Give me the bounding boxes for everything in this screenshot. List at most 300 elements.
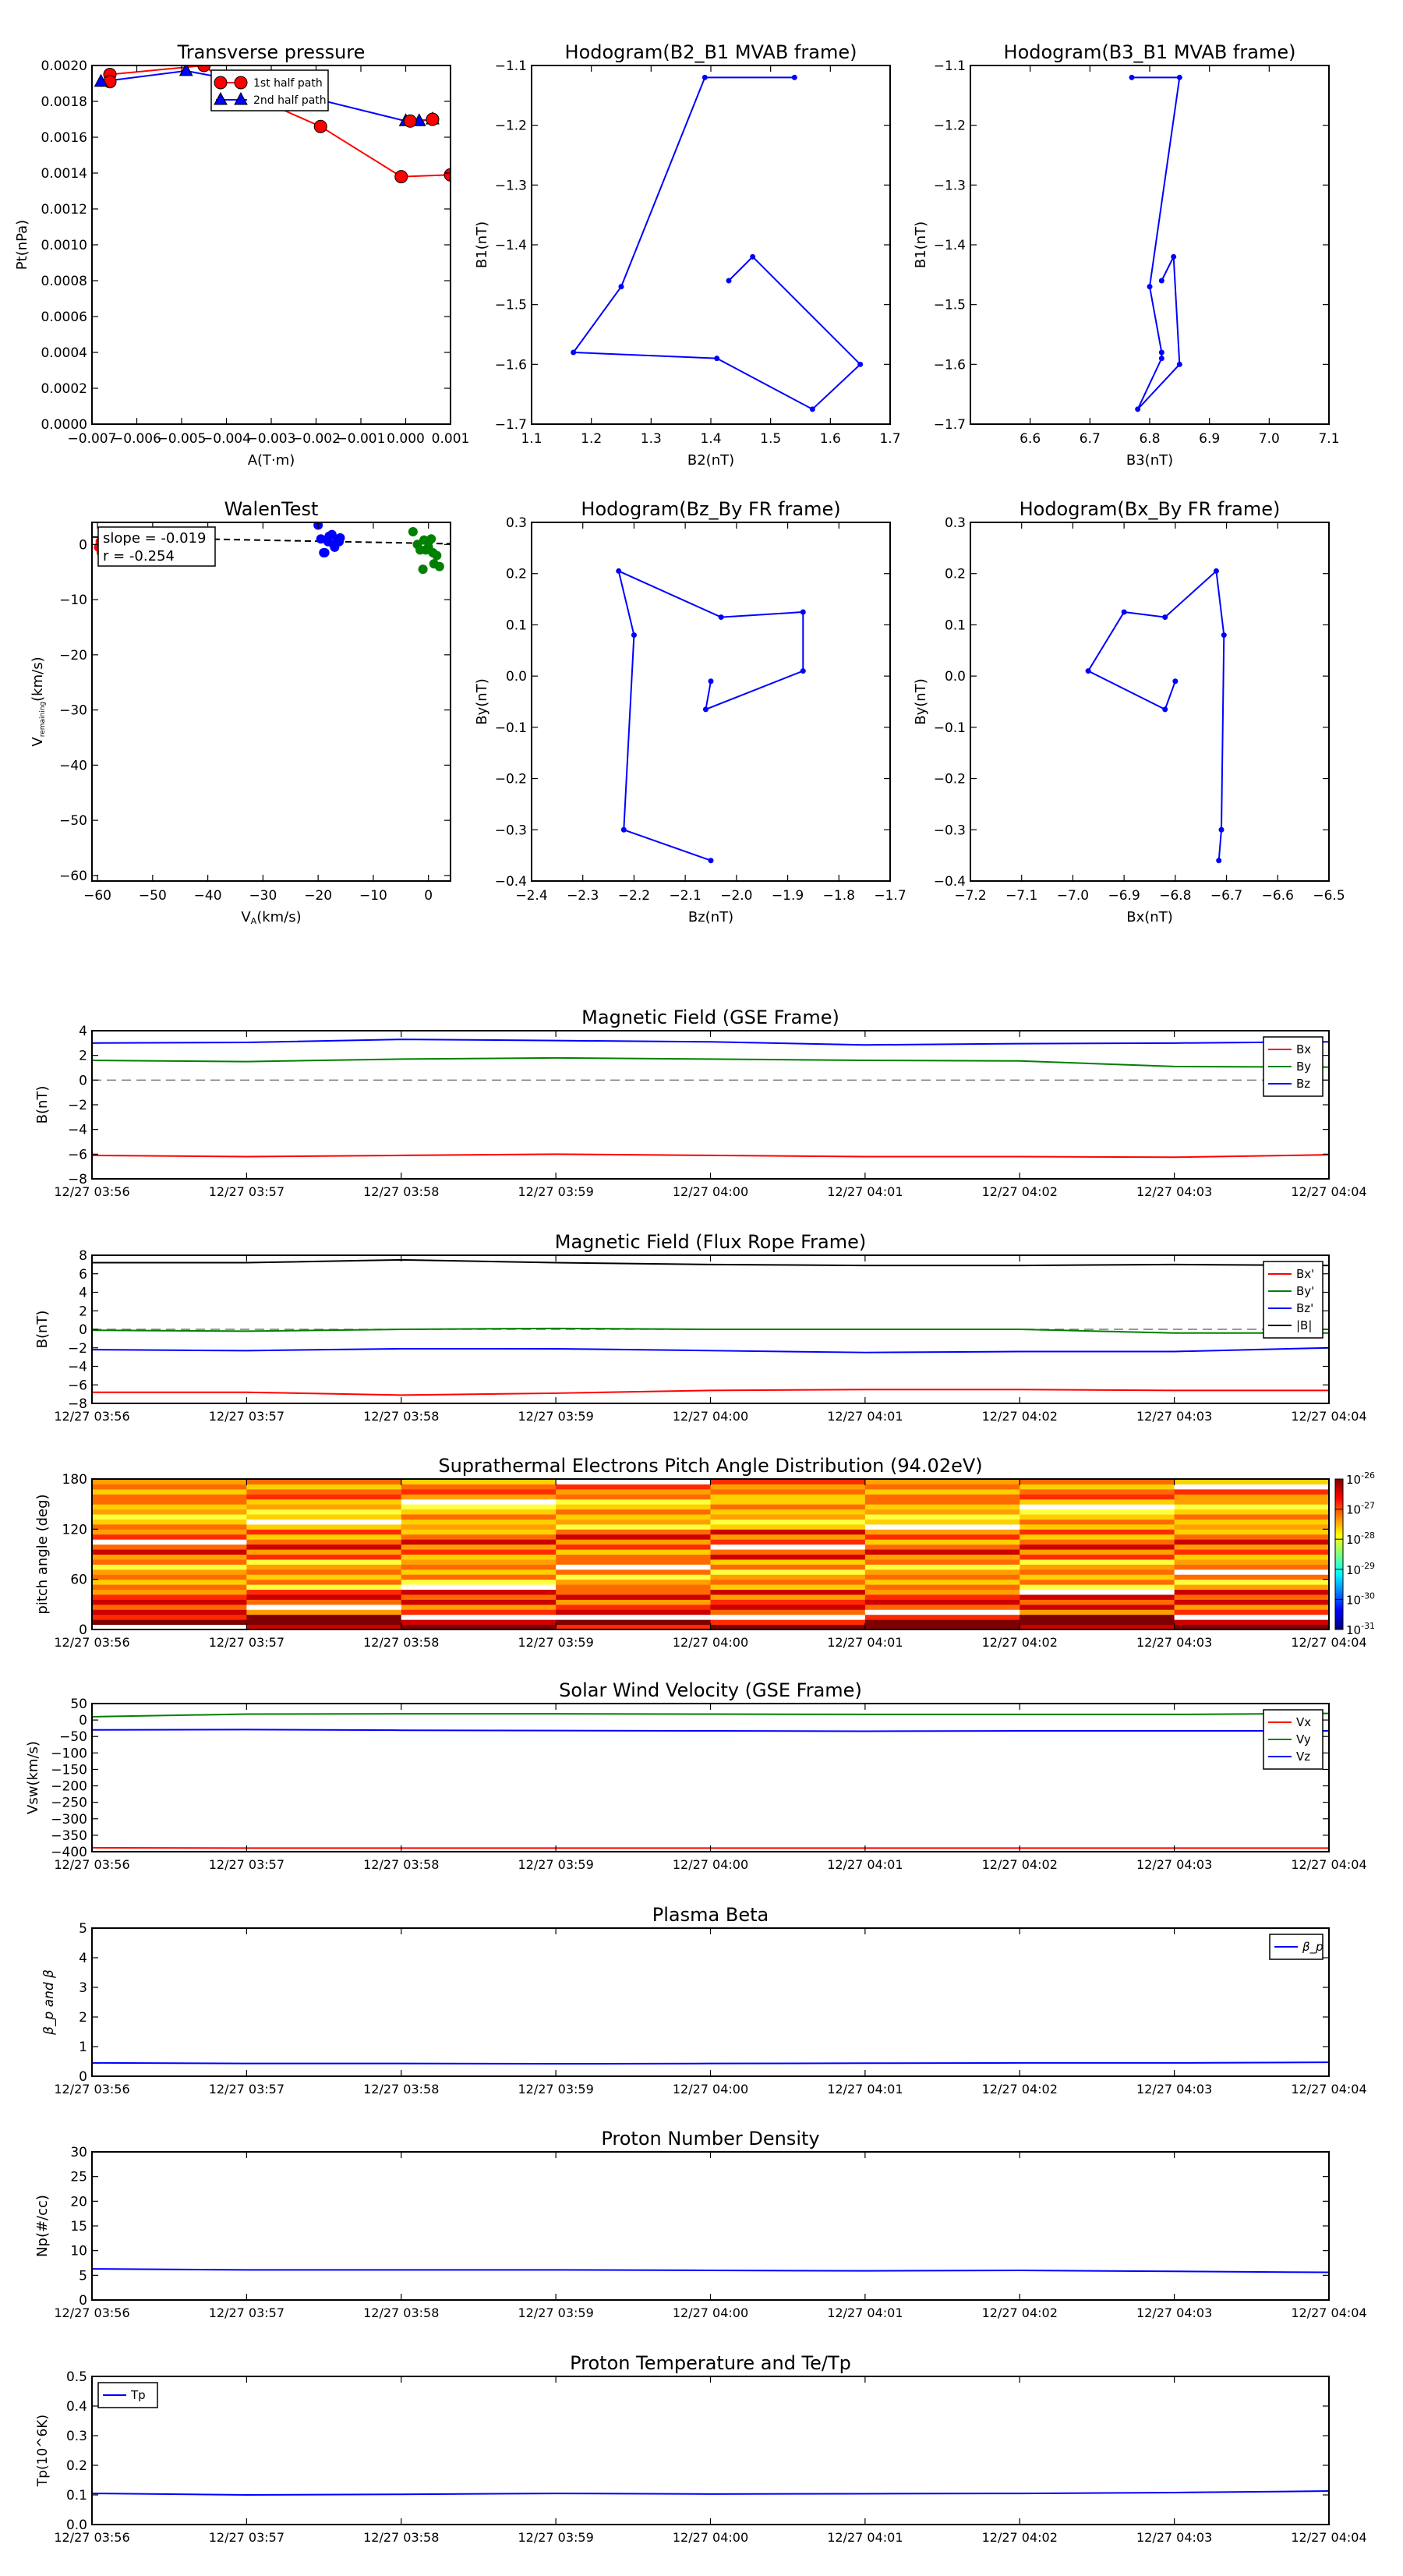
pad-xtick-label: 12/27 04:04 — [1291, 1635, 1366, 1650]
pad-cell — [1020, 1545, 1175, 1550]
transverse-xtick-label: −0.001 — [337, 431, 386, 447]
tp-ytick-label: 0.0 — [66, 2518, 87, 2533]
hodo_b3b1-marker-dot — [1135, 406, 1140, 412]
pad-cell — [556, 1590, 711, 1595]
pad-cell — [1020, 1580, 1175, 1585]
pad-cell — [1020, 1534, 1175, 1540]
transverse-point — [404, 115, 416, 127]
vsw-xtick-label: 12/27 04:04 — [1291, 1857, 1366, 1872]
pad-cell — [1175, 1534, 1330, 1540]
transverse-ytick-label: 0.0008 — [41, 274, 87, 289]
hodo_b3b1-ytick-label: −1.6 — [934, 357, 966, 373]
hodo_bxby-ytick-label: 0.3 — [945, 515, 966, 531]
pad-cells — [92, 1479, 1330, 1630]
bgse-xtick-label: 12/27 04:00 — [673, 1184, 748, 1199]
vsw-xtick-label: 12/27 03:58 — [363, 1857, 439, 1872]
pad-cell — [711, 1569, 866, 1575]
transverse-xtick-label: −0.002 — [292, 431, 341, 447]
hodo_bxby-series-line-0 — [1088, 571, 1224, 860]
transverse-legend-label: 2nd half path — [253, 94, 327, 107]
beta-ytick-label: 0 — [79, 2069, 87, 2085]
hodo_bxby-marker-dot — [1172, 678, 1178, 684]
pad-cell — [711, 1555, 866, 1560]
pad-cell — [1020, 1529, 1175, 1534]
pad-cell — [1175, 1619, 1330, 1625]
transverse-point — [395, 171, 408, 183]
pad-cell — [865, 1529, 1020, 1534]
bfr-ytick-label: 2 — [79, 1304, 87, 1319]
pad-cell — [246, 1519, 401, 1524]
hodo_bzby-series-line-0 — [619, 571, 804, 860]
hodo_b2b1-marker-dot — [702, 75, 708, 80]
walen-ytick-label: −10 — [59, 593, 87, 608]
pad-cell — [1175, 1569, 1330, 1575]
hodo_bzby-ylabel: By(nT) — [474, 678, 490, 724]
pad-cell — [865, 1499, 1020, 1505]
bgse-xtick-label: 12/27 03:58 — [363, 1184, 439, 1199]
vsw-xtick-label: 12/27 04:03 — [1136, 1857, 1212, 1872]
pad-cell — [1175, 1484, 1330, 1489]
beta-title: Plasma Beta — [652, 1904, 769, 1926]
hodo_bxby-xlabel: Bx(nT) — [1126, 909, 1172, 925]
bgse-ytick-label: −2 — [68, 1098, 87, 1113]
pad-xtick-label: 12/27 04:02 — [982, 1635, 1058, 1650]
pad-cell — [1020, 1499, 1175, 1505]
pad-cell — [92, 1519, 247, 1524]
pad-cell — [1020, 1574, 1175, 1580]
hodo_b2b1-ytick-label: −1.7 — [495, 417, 527, 433]
pad-cell — [556, 1479, 711, 1484]
hodo_b2b1-ytick-label: −1.6 — [495, 357, 527, 373]
hodo_b2b1-ytick-label: −1.1 — [495, 58, 527, 74]
pad-cell — [711, 1484, 866, 1489]
pad-cell — [711, 1479, 866, 1484]
bfr-xtick-label: 12/27 03:57 — [209, 1409, 284, 1424]
hodo_b2b1-ytick-label: −1.4 — [495, 238, 527, 253]
beta-legend-label: β_p — [1302, 1940, 1323, 1955]
hodo_bzby-point — [709, 678, 714, 684]
pad-cell — [711, 1549, 866, 1555]
pad-cell — [1175, 1509, 1330, 1515]
pad-xtick-label: 12/27 03:58 — [363, 1635, 439, 1650]
pad-cell — [711, 1605, 866, 1610]
pad-cell — [556, 1599, 711, 1605]
hodo_bzby-xtick-label: −2.1 — [670, 888, 702, 904]
hodo_b2b1-point — [714, 356, 719, 361]
pad-cell — [711, 1529, 866, 1534]
hodo_b2b1-marker-dot — [792, 75, 797, 80]
bgse-xtick-label: 12/27 04:04 — [1291, 1184, 1366, 1199]
pad-cell — [556, 1574, 711, 1580]
hodo_b3b1-ytick-label: −1.4 — [934, 238, 966, 253]
hodo_bzby-marker-dot — [800, 668, 806, 674]
np-xtick-label: 12/27 03:58 — [363, 2305, 439, 2320]
pad-cell — [92, 1590, 247, 1595]
vsw-ytick-label: 0 — [79, 1713, 87, 1729]
beta-series-line-0 — [92, 2062, 1329, 2064]
tp-ytick-label: 0.2 — [66, 2458, 87, 2474]
pad-cell — [556, 1619, 711, 1625]
pad-cell — [1175, 1584, 1330, 1590]
hodo_bzby-xtick-label: −1.9 — [772, 888, 804, 904]
walen-annotation-slope: slope = -0.019 — [103, 530, 206, 547]
pad-cell — [1175, 1549, 1330, 1555]
pad-cell — [401, 1504, 557, 1509]
pad-colorbar — [1335, 1479, 1343, 1629]
beta-xtick-label: 12/27 03:56 — [54, 2082, 129, 2097]
bgse-ytick-label: 2 — [79, 1049, 87, 1064]
pad-cell — [711, 1519, 866, 1524]
transverse-marker-circle — [395, 171, 408, 183]
pad-cell — [401, 1590, 557, 1595]
pad-cell — [401, 1615, 557, 1620]
pad-cell — [865, 1619, 1020, 1625]
pad-cell — [865, 1594, 1020, 1600]
beta-ytick-label: 5 — [79, 1921, 87, 1937]
pad-cell — [1175, 1605, 1330, 1610]
pad-cell — [401, 1619, 557, 1625]
bgse-ytick-label: 4 — [79, 1024, 87, 1039]
pad-cell — [865, 1605, 1020, 1610]
pad-cell — [1020, 1514, 1175, 1520]
bfr-ylabel: B(nT) — [34, 1311, 51, 1349]
np-ytick-label: 25 — [70, 2170, 87, 2185]
vsw-ytick-label: 50 — [70, 1697, 87, 1712]
pad-cell — [246, 1479, 401, 1484]
walen-ytick-label: −30 — [59, 703, 87, 719]
hodo_bxby-ytick-label: −0.4 — [934, 874, 966, 890]
walen-point — [334, 537, 344, 547]
hodo_b2b1-marker-dot — [750, 254, 755, 260]
hodo_b2b1-xtick-label: 1.6 — [820, 431, 841, 447]
pad-cell — [865, 1479, 1020, 1484]
hodo_b2b1-point — [792, 75, 797, 80]
pad-cell — [246, 1539, 401, 1545]
pad-cell — [401, 1609, 557, 1615]
hodo_bxby-xtick-label: −7.1 — [1005, 888, 1037, 904]
pad-cell — [1175, 1594, 1330, 1600]
pad-title: Suprathermal Electrons Pitch Angle Distribution (94.02eV) — [438, 1455, 982, 1477]
pad-cell — [1020, 1559, 1175, 1565]
hodo_bzby-point — [703, 706, 709, 712]
pad-cell — [246, 1494, 401, 1499]
tp-xtick-label: 12/27 04:04 — [1291, 2530, 1366, 2545]
pad-cell — [246, 1590, 401, 1595]
transverse-xtick-label: −0.006 — [112, 431, 161, 447]
pad-cell — [865, 1509, 1020, 1515]
hodo_bxby-point — [1162, 614, 1168, 620]
hodo_bxby-xtick-label: −6.8 — [1159, 888, 1191, 904]
hodo_b3b1-ytick-label: −1.3 — [934, 178, 966, 193]
hodo_bxby-point — [1221, 632, 1227, 638]
vsw-ytick-label: −50 — [59, 1729, 87, 1745]
hodo_b3b1-xlabel: B3(nT) — [1126, 452, 1173, 469]
hodo_b3b1-point — [1177, 75, 1182, 80]
walen-xtick-label: −40 — [194, 888, 222, 904]
hodo_bzby-xtick-label: −1.7 — [874, 888, 906, 904]
pad-cell — [401, 1605, 557, 1610]
hodo_b2b1-xtick-label: 1.1 — [521, 431, 542, 447]
pad-cell — [556, 1569, 711, 1575]
pad-cell — [556, 1484, 711, 1489]
tp-xtick-label: 12/27 03:56 — [54, 2530, 129, 2545]
bgse-ytick-label: −6 — [68, 1147, 87, 1162]
bfr-ytick-label: −6 — [68, 1378, 87, 1393]
bgse-series-line-0 — [92, 1154, 1329, 1157]
hodo_b2b1-plot-area — [571, 75, 863, 412]
pad-cell — [92, 1534, 247, 1540]
bgse-xtick-label: 12/27 04:02 — [982, 1184, 1058, 1199]
pad-cell — [711, 1590, 866, 1595]
pad-cell — [92, 1529, 247, 1534]
hodo_b3b1-point — [1177, 362, 1182, 367]
pad-cell — [401, 1594, 557, 1600]
walen-xtick-label: −30 — [249, 888, 277, 904]
hodo_bxby-ylabel: By(nT) — [913, 678, 929, 724]
vsw-xtick-label: 12/27 03:57 — [209, 1857, 284, 1872]
pad-ytick-label: 180 — [62, 1472, 87, 1488]
transverse-title: Transverse pressure — [177, 41, 366, 63]
hodo_bxby-point — [1086, 668, 1091, 674]
hodo_b3b1-plot-area — [1129, 75, 1182, 412]
pad-cell — [92, 1489, 247, 1495]
pad-cell — [246, 1599, 401, 1605]
pad-cell — [865, 1494, 1020, 1499]
pad-cell — [865, 1504, 1020, 1509]
pad-xtick-label: 12/27 04:00 — [673, 1635, 748, 1650]
pad-cell — [865, 1524, 1020, 1530]
pad-cell — [246, 1605, 401, 1610]
hodo_bzby-xtick-label: −2.0 — [720, 888, 752, 904]
pad-cell — [246, 1574, 401, 1580]
pad-cell — [92, 1484, 247, 1489]
hodo_bzby-marker-dot — [800, 610, 806, 615]
pad-xtick-label: 12/27 03:56 — [54, 1635, 129, 1650]
pad-cell — [1020, 1484, 1175, 1489]
pad-cell — [92, 1479, 247, 1484]
pad-cell — [92, 1564, 247, 1569]
tp-xtick-label: 12/27 03:58 — [363, 2530, 439, 2545]
pad-cell — [246, 1484, 401, 1489]
pad-cell — [246, 1615, 401, 1620]
hodo_bzby-marker-dot — [631, 632, 637, 638]
tp-ytick-label: 0.5 — [66, 2369, 87, 2385]
bfr-xtick-label: 12/27 03:56 — [54, 1409, 129, 1424]
np-axes-frame — [92, 2152, 1329, 2300]
walen-ytick-label: −60 — [59, 869, 87, 884]
pad-cell — [246, 1564, 401, 1569]
transverse-ytick-label: 0.0002 — [41, 381, 87, 397]
pad-cell — [556, 1504, 711, 1509]
pad-cell — [711, 1534, 866, 1540]
pad-cell — [1020, 1599, 1175, 1605]
bfr-legend-label: By' — [1296, 1284, 1314, 1298]
transverse-marker-circle — [426, 113, 439, 126]
tp-ytick-label: 0.1 — [66, 2488, 87, 2503]
pad-cell — [711, 1539, 866, 1545]
pad-cell — [92, 1569, 247, 1575]
tp-xtick-label: 12/27 04:00 — [673, 2530, 748, 2545]
pad-cell — [246, 1549, 401, 1555]
pad-cell — [711, 1619, 866, 1625]
pad-cell — [711, 1564, 866, 1569]
vsw-ytick-label: −150 — [51, 1762, 87, 1778]
pad-cell — [401, 1569, 557, 1575]
np-xtick-label: 12/27 03:59 — [518, 2305, 593, 2320]
pad-cell — [865, 1519, 1020, 1524]
pad-cell — [556, 1494, 711, 1499]
transverse-marker-circle — [214, 76, 227, 89]
transverse-marker-circle — [314, 120, 327, 133]
vsw-ytick-label: −300 — [51, 1812, 87, 1828]
hodo_b3b1-xtick-label: 6.9 — [1199, 431, 1220, 447]
transverse-marker-circle — [235, 76, 247, 89]
pad-cell — [1020, 1509, 1175, 1515]
transverse-ytick-label: 0.0012 — [41, 202, 87, 218]
pad-cell — [865, 1559, 1020, 1565]
walen-annotation-r: r = -0.254 — [103, 548, 175, 564]
bgse-legend-label: Bx — [1296, 1042, 1311, 1056]
pad-cell — [246, 1534, 401, 1540]
walen-ytick-label: 0 — [79, 537, 87, 553]
pad-cell — [401, 1484, 557, 1489]
tp-ytick-label: 0.3 — [66, 2429, 87, 2444]
bfr-xtick-label: 12/27 04:02 — [982, 1409, 1058, 1424]
hodo_bzby-ytick-label: 0.0 — [506, 669, 527, 685]
bgse-xtick-label: 12/27 03:56 — [54, 1184, 129, 1199]
hodo_b2b1-xlabel: B2(nT) — [687, 452, 734, 469]
pad-cell — [556, 1545, 711, 1550]
pad-cell — [246, 1524, 401, 1530]
pad-cell — [1020, 1539, 1175, 1545]
pad-cell — [246, 1509, 401, 1515]
transverse-ytick-label: 0.0016 — [41, 130, 87, 146]
hodo_b3b1-ytick-label: −1.7 — [934, 417, 966, 433]
pad-cell — [246, 1514, 401, 1520]
pad-cell — [556, 1519, 711, 1524]
beta-xtick-label: 12/27 03:59 — [518, 2082, 593, 2097]
pad-cell — [92, 1615, 247, 1620]
vsw-axes-frame — [92, 1704, 1329, 1852]
transverse-ytick-label: 0.0004 — [41, 345, 87, 361]
bgse-ylabel: B(nT) — [34, 1086, 51, 1124]
pad-cell — [865, 1584, 1020, 1590]
pad-cell — [246, 1545, 401, 1550]
hodo_bxby-marker-dot — [1221, 632, 1227, 638]
pad-cell — [865, 1549, 1020, 1555]
np-ylabel: Np(#/cc) — [34, 2195, 51, 2257]
pad-cell — [1020, 1489, 1175, 1495]
pad-cell — [711, 1609, 866, 1615]
pad-cell — [711, 1494, 866, 1499]
hodo_b3b1-series-line-0 — [1132, 77, 1179, 409]
pad-cell — [1020, 1504, 1175, 1509]
np-series-line-0 — [92, 2269, 1329, 2272]
vsw-title: Solar Wind Velocity (GSE Frame) — [559, 1679, 862, 1701]
tp-ytick-label: 0.4 — [66, 2399, 87, 2415]
beta-xtick-label: 12/27 03:58 — [363, 2082, 439, 2097]
bfr-xtick-label: 12/27 03:59 — [518, 1409, 593, 1424]
hodo_bzby-axes-frame — [532, 522, 890, 881]
pad-cell — [246, 1489, 401, 1495]
pad-cell — [556, 1580, 711, 1585]
beta-xtick-label: 12/27 04:03 — [1136, 2082, 1212, 2097]
hodo_bzby-marker-dot — [709, 858, 714, 863]
pad-cell — [556, 1489, 711, 1495]
pad-cell — [711, 1545, 866, 1550]
pad-cell — [401, 1564, 557, 1569]
pad-cell — [865, 1590, 1020, 1595]
pad-cell — [92, 1619, 247, 1625]
pad-cell — [556, 1514, 711, 1520]
bgse-xtick-label: 12/27 04:01 — [827, 1184, 903, 1199]
pad-colorbar-label: $10^{-31}$ — [1346, 1621, 1375, 1637]
pad-cell — [401, 1514, 557, 1520]
pad-cell — [92, 1549, 247, 1555]
pad-cell — [711, 1489, 866, 1495]
pad-cell — [1020, 1549, 1175, 1555]
pad-cell — [1175, 1489, 1330, 1495]
hodo_bxby-plot-area — [1086, 568, 1227, 863]
vsw-ylabel: Vsw(km/s) — [25, 1741, 41, 1814]
hodo_bxby-marker-dot — [1086, 668, 1091, 674]
hodo_b3b1-xtick-label: 6.6 — [1020, 431, 1041, 447]
pad-cell — [865, 1615, 1020, 1620]
pad-cell — [1020, 1524, 1175, 1530]
beta-xtick-label: 12/27 03:57 — [209, 2082, 284, 2097]
hodo_bzby-plot-area — [616, 568, 806, 863]
hodo_bxby-ytick-label: −0.2 — [934, 772, 966, 787]
hodo_bzby-point — [719, 614, 724, 620]
hodo_bxby-marker-dot — [1162, 706, 1168, 712]
transverse-xtick-label: −0.003 — [247, 431, 296, 447]
pad-cell — [1020, 1569, 1175, 1575]
hodo_bxby-point — [1122, 610, 1127, 615]
pad-cell — [246, 1569, 401, 1575]
hodo_b2b1-point — [750, 254, 755, 260]
pad-cell — [556, 1539, 711, 1545]
pad-cell — [92, 1499, 247, 1505]
hodo_bzby-point — [621, 827, 627, 833]
pad-cell — [246, 1609, 401, 1615]
hodo_b2b1-marker-dot — [619, 284, 624, 289]
pad-cell — [92, 1584, 247, 1590]
beta-ytick-label: 1 — [79, 2040, 87, 2055]
pad-cell — [1175, 1529, 1330, 1534]
pad-cell — [865, 1580, 1020, 1585]
pad-ytick-label: 0 — [79, 1622, 87, 1638]
pad-cell — [246, 1619, 401, 1625]
pad-cell — [1020, 1494, 1175, 1499]
pad-cell — [1175, 1559, 1330, 1565]
beta-xtick-label: 12/27 04:02 — [982, 2082, 1058, 2097]
pad-cell — [92, 1514, 247, 1520]
vsw-ytick-label: −400 — [51, 1845, 87, 1860]
vsw-xtick-label: 12/27 04:01 — [827, 1857, 903, 1872]
pad-cell — [401, 1509, 557, 1515]
hodo_bxby-title: Hodogram(Bx_By FR frame) — [1020, 498, 1281, 520]
pad-colorbar-label: $10^{-26}$ — [1346, 1470, 1375, 1487]
bgse-legend-label: By — [1296, 1060, 1311, 1074]
walen-xtick-label: −50 — [139, 888, 167, 904]
hodo_b3b1-point — [1129, 75, 1135, 80]
tp-series-line-0 — [92, 2491, 1329, 2495]
vsw-ytick-label: −100 — [51, 1746, 87, 1761]
bfr-ytick-label: 0 — [79, 1322, 87, 1338]
transverse-xlabel: A(T·m) — [248, 452, 295, 469]
hodo_bzby-ytick-label: −0.1 — [495, 720, 527, 736]
pad-cell — [711, 1504, 866, 1509]
